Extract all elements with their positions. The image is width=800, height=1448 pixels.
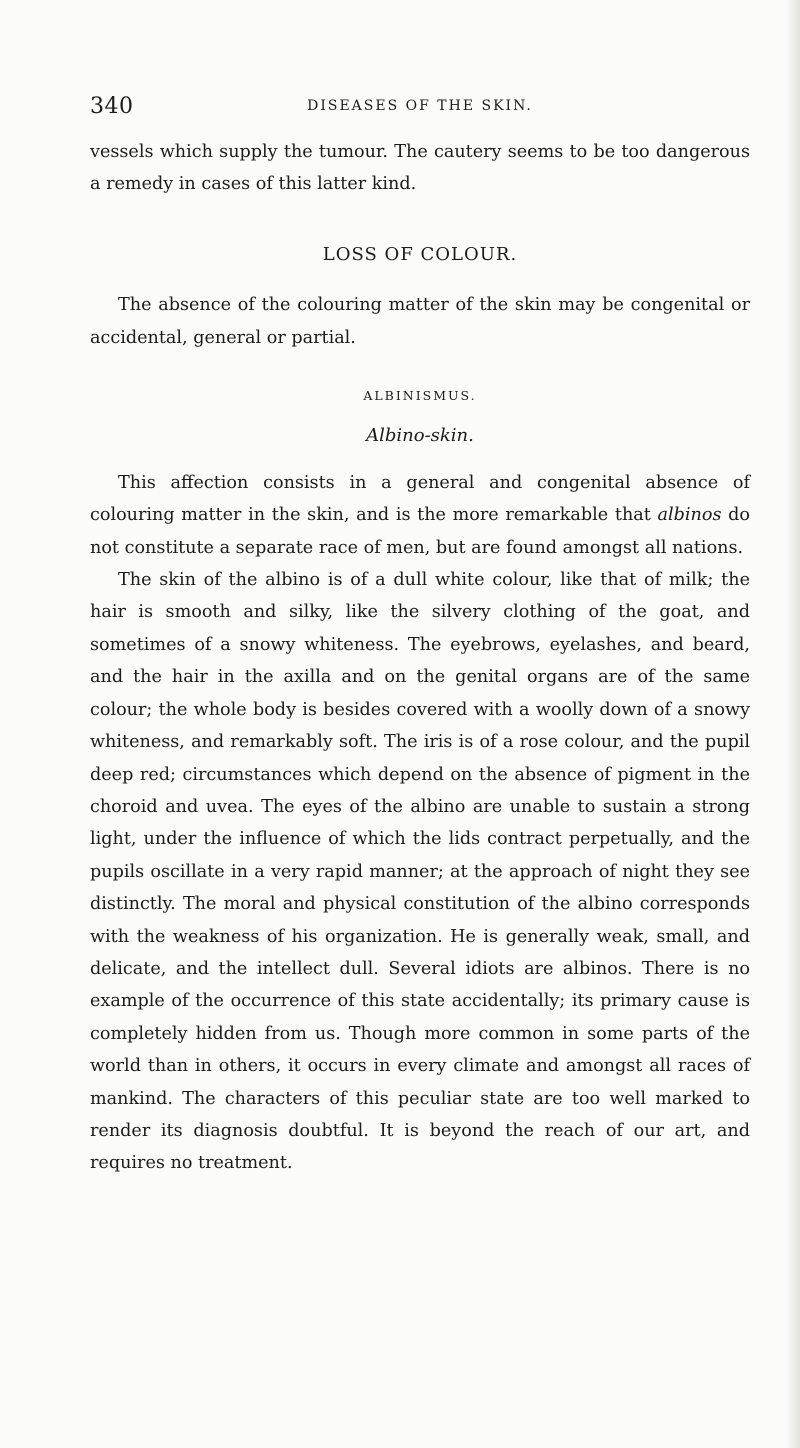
text-block	[90, 136, 750, 1180]
page-number: 340	[90, 94, 134, 119]
page-header	[90, 94, 750, 122]
page-edge-shadow	[786, 0, 800, 1448]
subsection-heading: ALBINISMUS.	[363, 388, 477, 404]
section-heading: LOSS OF COLOUR.	[322, 243, 518, 265]
paragraph-text: This affection consists in a general and congenital absence of colouring matter in the skin, and is the more remarkable that	[90, 472, 750, 526]
subsection-subtitle: Albino-skin.	[366, 425, 474, 447]
running-head: DISEASES OF THE SKIN.	[307, 98, 533, 114]
paragraph-albinism-definition	[90, 467, 750, 564]
paragraph-albino-description: The skin of the albino is of a dull white colour, like that of milk; the hair is smooth and silky, like the silvery clothing of the goat, and sometimes of a snowy whiteness. The eyebrows, eyelashes, and beard, and the hair in the axilla and on the genital organs are of the same colour; the whole body is besides covered with a woolly down of a snowy whiteness, and remarkably soft. The iris is of a rose colour, and the pupil deep red; circumstances which depend on the absence of pigment in the choroid and uvea. The eyes of the albino are unable to sustain a strong light, under the influence of which the lids contract perpetually, and the pupils oscillate in a very rapid manner; at the approach of night they see distinctly. The moral and physical constitution of the albino corresponds with the weakness of his organization. He is generally weak, small, and delicate, and the intellect dull. Several idiots are albinos. There is no example of the occurrence of this state accidentally; its primary cause is completely hidden from us. Though more common in some parts of the world than in others, it occurs in every climate and amongst all races of mankind. The characters of this peculiar state are too well marked to render its diagnosis doubtful. It is beyond the reach of our art, and requires no treatment.	[90, 570, 750, 1174]
italic-term: albinos	[657, 505, 722, 526]
paragraph-text: do not constitute a separate race of men, but are found amongst all nations.	[90, 505, 750, 558]
section-intro-paragraph: The absence of the colouring matter of the skin may be congenital or accidental, general or partial.	[90, 295, 750, 348]
continuation-paragraph: vessels which supply the tumour. The cautery seems to be too dangerous a remedy in cases of this latter kind.	[90, 142, 750, 195]
